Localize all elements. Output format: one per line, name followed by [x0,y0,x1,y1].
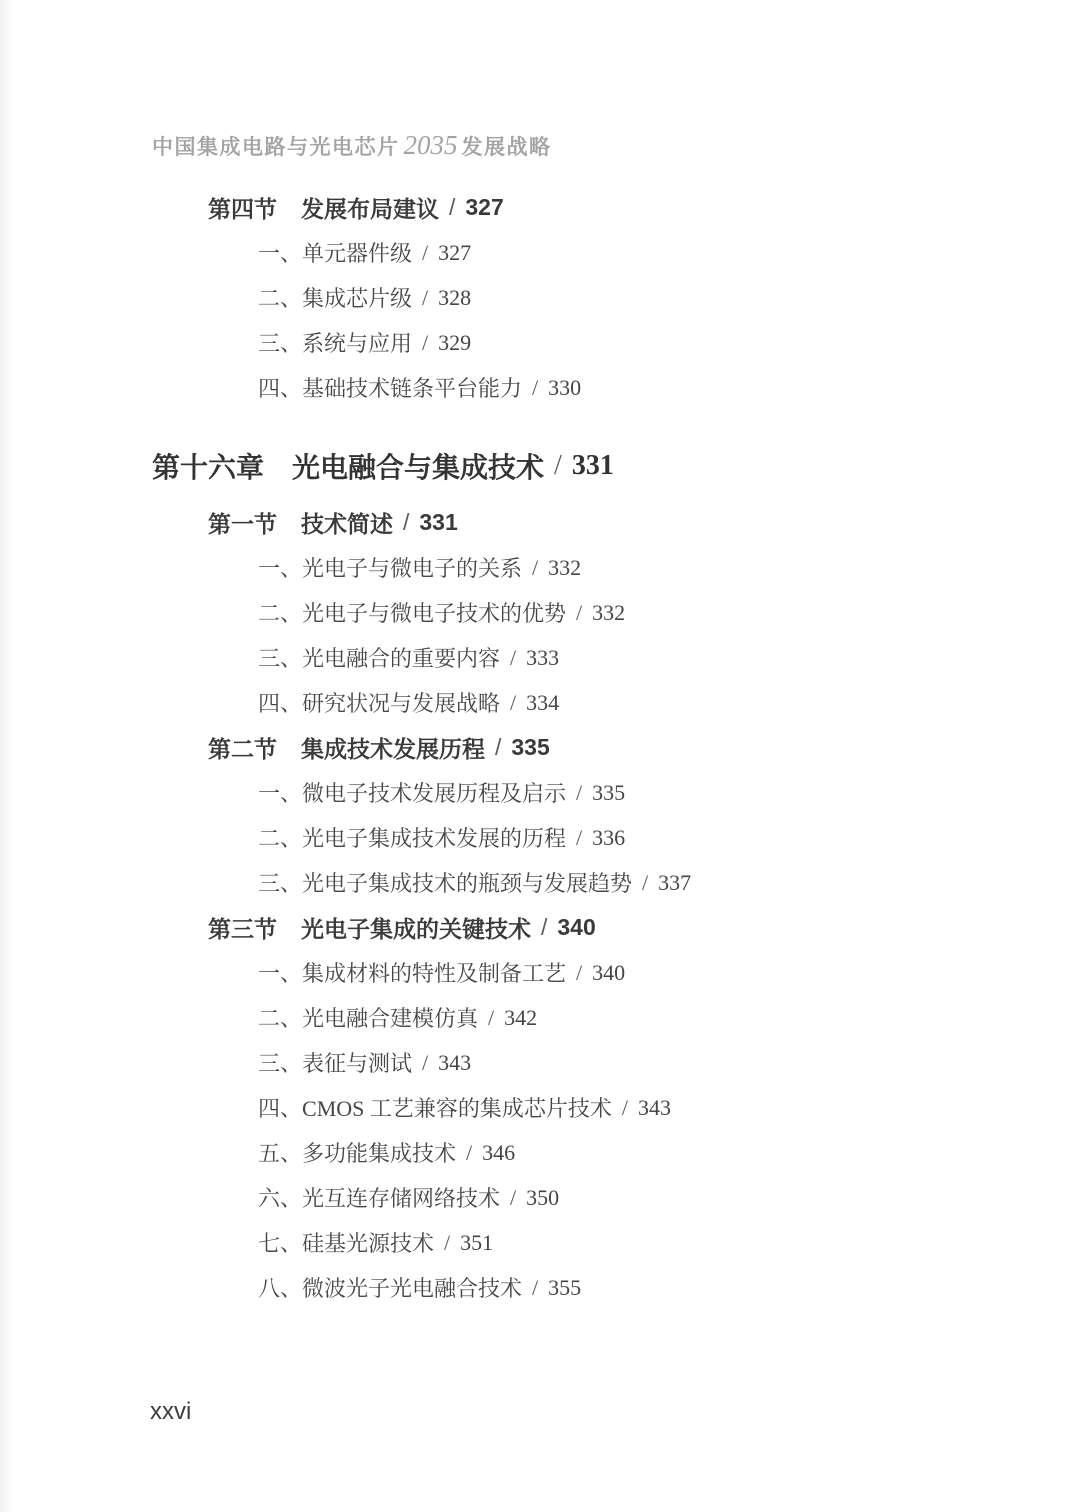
toc-page-number: 336 [592,824,626,850]
toc-item-row [0,950,1080,995]
toc-item-number: 四、 [258,691,303,716]
toc-page-number: 332 [592,599,626,625]
toc-item-number: 一、 [258,556,303,581]
toc-item-row [0,590,1080,635]
toc-item-row [0,860,1080,905]
toc-item-title: 光电子集成技术发展的历程 [302,826,567,851]
toc-separator: / [488,1004,495,1030]
toc-item-row [0,1220,1080,1265]
toc-page-number: 355 [548,1274,582,1300]
toc-page-number: 346 [482,1139,516,1165]
toc-page-number: 334 [526,689,560,715]
toc-page-number: 328 [438,284,472,310]
toc-page-number: 342 [504,1004,538,1030]
toc-separator: / [541,914,548,940]
toc-item-row [0,770,1080,815]
toc-separator: / [576,779,583,805]
toc-separator: / [422,284,429,310]
toc-page-number: 351 [460,1229,494,1255]
toc-section-row [0,725,1080,770]
toc-item-title: 光电融合的重要内容 [302,646,501,671]
toc-item-number: 三、 [258,331,303,356]
toc-item-number: 三、 [258,1051,303,1076]
running-header-year: 2035 [403,130,458,160]
toc-item-title: 多功能集成技术 [302,1141,457,1166]
toc-item-row [0,1175,1080,1220]
footer-page-number: xxvi [150,1398,192,1425]
running-header [152,130,552,161]
toc-item-title: 集成材料的特性及制备工艺 [302,961,567,986]
toc-page-number: 331 [571,450,614,481]
toc-item-number: 八、 [258,1276,303,1301]
toc-item-title: CMOS 工艺兼容的集成芯片技术 [302,1096,612,1121]
toc-item-number: 四、 [258,376,303,401]
toc-separator: / [532,554,539,580]
toc-item-row [0,995,1080,1040]
toc-item-row [0,275,1080,320]
toc-section-title: 集成技术发展历程 [301,736,485,762]
toc-separator: / [554,450,562,481]
toc-item-title: 表征与测试 [302,1051,413,1076]
toc-item-row [0,815,1080,860]
toc-item-title: 单元器件级 [302,241,413,266]
toc-item-row [0,320,1080,365]
toc-item-number: 一、 [258,241,303,266]
toc-section-row [0,185,1080,230]
toc-separator: / [422,239,429,265]
toc-item-number: 二、 [258,826,303,851]
toc-chapter-label: 第十六章 [152,453,265,484]
toc-separator: / [576,599,583,625]
toc-separator: / [466,1139,473,1165]
toc-chapter-title: 光电融合与集成技术 [292,453,545,484]
toc-item-number: 二、 [258,601,303,626]
toc-item-title: 微波光子光电融合技术 [302,1276,523,1301]
toc-section-label: 第三节 [208,916,277,942]
toc-item-number: 二、 [258,1006,303,1031]
toc-item-title: 光电子与微电子的关系 [302,556,523,581]
toc-section-title: 发展布局建议 [301,196,439,222]
toc-separator: / [576,959,583,985]
toc-section-row [0,500,1080,545]
toc-item-number: 五、 [258,1141,303,1166]
toc-page-number: 332 [548,554,582,580]
toc-item-title: 研究状况与发展战略 [302,691,501,716]
toc-item-number: 七、 [258,1231,303,1256]
toc-item-row [0,680,1080,725]
toc-separator: / [510,1184,517,1210]
toc-item-title: 基础技术链条平台能力 [302,376,523,401]
toc-page-number: 350 [526,1184,560,1210]
toc-page-number: 335 [592,779,626,805]
toc-page-number: 335 [511,734,550,760]
toc-page-number: 343 [438,1049,472,1075]
toc-separator: / [532,1274,539,1300]
toc-separator: / [621,1094,628,1120]
toc-item-row [0,1040,1080,1085]
toc-item-title: 光电子集成技术的瓶颈与发展趋势 [302,871,633,896]
toc-item-row [0,1085,1080,1130]
toc-separator: / [403,509,410,535]
toc-item-row [0,1265,1080,1310]
toc-separator: / [495,734,502,760]
toc-item-title: 系统与应用 [302,331,413,356]
toc-item-row [0,230,1080,275]
toc-item-title: 光电子与微电子技术的优势 [302,601,567,626]
toc-item-number: 四、 [258,1096,303,1121]
toc-page-number: 337 [658,869,692,895]
toc-page-number: 340 [557,914,596,940]
toc-item-row [0,1130,1080,1175]
toc-separator: / [510,644,517,670]
running-header-prefix: 中国集成电路与光电芯片 [152,135,400,159]
toc-page-number: 329 [438,329,472,355]
toc-item-row [0,365,1080,410]
toc-page-number: 330 [548,374,582,400]
toc-item-title: 光电融合建模仿真 [302,1006,479,1031]
toc-item-title: 集成芯片级 [302,286,413,311]
toc-item-number: 六、 [258,1186,303,1211]
toc-page-number: 343 [638,1094,671,1120]
toc-item-number: 一、 [258,781,303,806]
toc-section-label: 第一节 [208,511,277,537]
toc-separator: / [422,329,429,355]
toc-section-title: 技术简述 [301,511,393,537]
running-header-suffix: 发展战略 [461,135,552,159]
toc-section-row [0,905,1080,950]
toc-chapter-row [0,410,1080,500]
toc-page-number: 327 [438,239,472,265]
toc-separator: / [532,374,539,400]
toc-page-number: 327 [465,194,504,220]
toc-separator: / [449,194,456,220]
toc-item-title: 硅基光源技术 [302,1231,435,1256]
table-of-contents [0,185,1080,1310]
toc-page-number: 340 [592,959,626,985]
toc-section-label: 第四节 [208,196,277,222]
toc-separator: / [510,689,517,715]
toc-separator: / [422,1049,429,1075]
toc-item-row [0,635,1080,680]
toc-item-number: 二、 [258,286,303,311]
toc-item-number: 三、 [258,871,303,896]
toc-separator: / [642,869,649,895]
toc-separator: / [444,1229,451,1255]
toc-item-number: 一、 [258,961,303,986]
toc-section-label: 第二节 [208,736,277,762]
toc-item-number: 三、 [258,646,303,671]
toc-item-title: 微电子技术发展历程及启示 [302,781,567,806]
toc-section-title: 光电子集成的关键技术 [301,916,531,942]
toc-separator: / [576,824,583,850]
toc-item-title: 光互连存储网络技术 [302,1186,501,1211]
toc-page-number: 331 [419,509,458,535]
toc-page-number: 333 [526,644,560,670]
toc-item-row [0,545,1080,590]
